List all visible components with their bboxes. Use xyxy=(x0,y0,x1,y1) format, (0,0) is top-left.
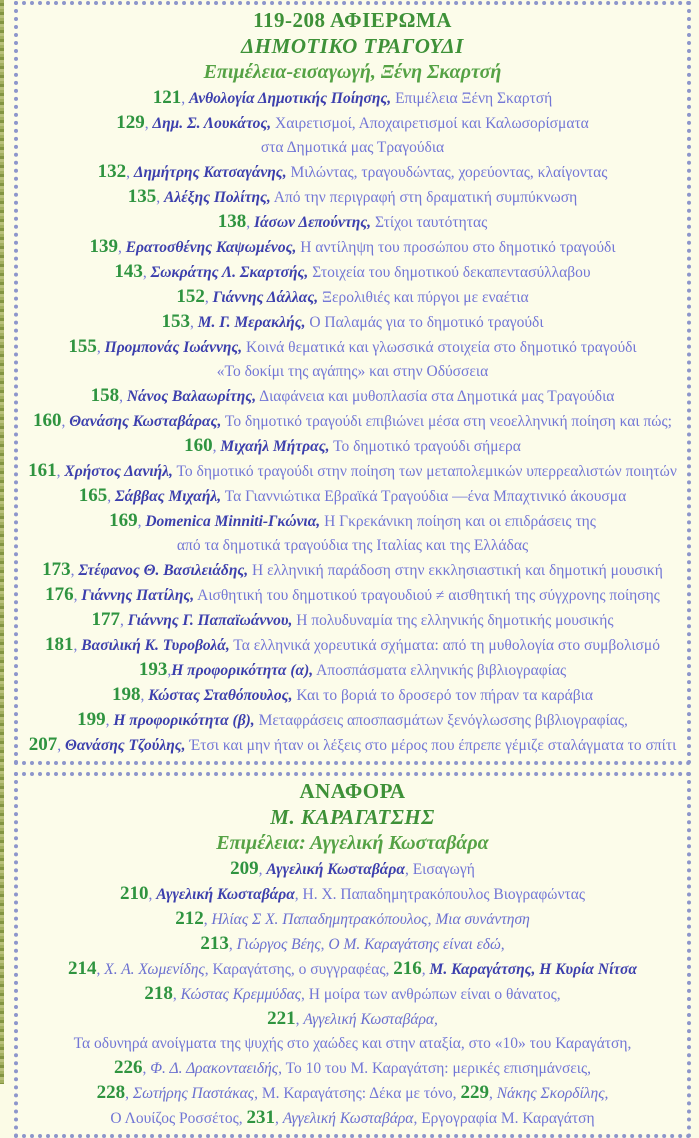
entry-text: , xyxy=(189,314,198,331)
page-number: 229 xyxy=(460,1082,489,1103)
entry-text: Αποσπάσματα ελληνικής βιβλιογραφίας xyxy=(313,662,567,679)
entry-name-italic: Χ. Α. Χωμενίδης xyxy=(104,961,205,978)
toc-entry xyxy=(22,360,683,384)
entry-text: Μιλώντας, τραγουδώντας, χορεύοντας, κλαίγοντας xyxy=(286,164,608,181)
entry-name-italic: Αγγελική Κωσταβάρα, xyxy=(303,1011,438,1028)
toc-entry xyxy=(22,1007,683,1032)
entry-text: , Μ. Καραγάτσης: Δέκα με τόνο, xyxy=(254,1085,461,1102)
toc-entry xyxy=(22,210,683,235)
entry-name-italic: Αγγελική Κωσταβάρα xyxy=(282,1110,414,1127)
toc-entry xyxy=(22,185,683,210)
page-number: 216 xyxy=(393,958,422,979)
entry-text: «Το δοκίμι της αγάπης» και στην Οδύσσεια xyxy=(216,363,489,380)
entry-name-bold: Μ. Γ. Μερακλής, xyxy=(197,314,306,331)
toc-entry xyxy=(22,882,683,907)
entry-name-bold: Γιάννης Γ. Παπαϊωάννου, xyxy=(127,612,293,629)
entry-name-italic: Φ. Δ. Δρακονταειδής xyxy=(150,1060,279,1077)
page-number: 214 xyxy=(68,958,97,979)
entry-text: Χαιρετισμοί, Αποχαιρετισμοί και Καλωσορίσματα xyxy=(271,115,589,132)
entry-text: , xyxy=(120,612,128,629)
entry-name-bold: Μιχαήλ Μήτρας, xyxy=(220,438,330,455)
entry-text: , xyxy=(142,1060,151,1077)
entry-text: , xyxy=(258,861,267,878)
entry-text: Από την περιγραφή στη δραματική συμπύκνωση xyxy=(270,189,578,206)
toc-entry xyxy=(22,608,683,633)
entry-name-italic: Γιώργος Βέης xyxy=(236,936,321,953)
toc-lines-0 xyxy=(22,86,683,758)
toc-entry xyxy=(22,285,683,310)
entry-name-bold: Χρήστος Δανιήλ, xyxy=(64,463,173,480)
entry-name-bold: Θανάσης Τζούλης, xyxy=(65,737,186,754)
page-number: 152 xyxy=(176,286,205,307)
toc-entry xyxy=(22,534,683,558)
entry-name-bold: Ερατοσθένης Καψωμένος, xyxy=(125,239,297,256)
section-anafora xyxy=(14,772,691,1138)
entry-name-bold: Η προφορικότητα (β), xyxy=(113,712,255,729)
toc-entry xyxy=(22,409,683,434)
entry-name-bold: Αγγελική Κωσταβάρα xyxy=(266,861,405,878)
entry-name-italic: Μια συνάντηση xyxy=(435,911,530,928)
entry-name-bold: Ιάσων Δεπούντης, xyxy=(254,214,372,231)
entry-text: , Η. Χ. Παπαδημητρακόπουλος Βιογραφώντας xyxy=(294,886,585,903)
toc-entry xyxy=(22,260,683,285)
page-number: 207 xyxy=(28,734,58,755)
section-title: Μ. ΚΑΡΑΓΑΤΣΗΣ xyxy=(270,805,435,829)
page-number: 158 xyxy=(90,385,120,406)
entry-text: Ο Παλαμάς για το δημοτικό τραγούδι xyxy=(305,314,544,331)
entry-text: , xyxy=(119,388,127,405)
toc-entry xyxy=(22,384,683,409)
page-number: 121 xyxy=(152,87,182,108)
entry-text: , xyxy=(73,637,82,654)
entry-name-bold: Δημήτρης Κατσαγάνης, xyxy=(133,164,287,181)
page-number: 193 xyxy=(138,659,168,680)
entry-text: , xyxy=(295,1011,304,1028)
entry-text: Κοινά θεματικά και γλωσσικά στοιχεία στο δημοτικό τραγούδι xyxy=(242,339,637,356)
entry-text: , xyxy=(61,413,70,430)
entry-text: , xyxy=(73,587,82,604)
toc-entry xyxy=(22,1106,683,1131)
toc-entry xyxy=(22,683,683,708)
entry-text: , xyxy=(105,712,114,729)
entry-text: Το δημοτικό τραγούδι σήμερα xyxy=(329,438,521,455)
entry-text: Στίχοι ταυτότητας xyxy=(371,214,488,231)
page-number: 138 xyxy=(217,211,247,232)
toc-entry xyxy=(22,509,683,534)
entry-text: , Καραγάτσης, ο συγγραφέας, xyxy=(204,961,394,978)
toc-entry xyxy=(22,1056,683,1081)
toc-entry xyxy=(22,335,683,360)
entry-text: Έτσι και μην ήταν οι λέξεις στο μέρος που έπρεπε γέμιζε σταλάγματα το σπίτι xyxy=(185,737,677,754)
entry-text: , xyxy=(56,463,65,480)
page-number: 139 xyxy=(89,236,118,257)
entry-name-bold: Βασιλική Κ. Τυροβολά, xyxy=(81,637,230,654)
entry-text: Το δημοτικό τραγούδι στην ποίηση των μεταπολεμικών υπερρεαλιστών ποιητών xyxy=(172,463,677,480)
entry-text: , xyxy=(274,1110,283,1127)
page-number: 135 xyxy=(127,186,157,207)
section-title: ΔΗΜΟΤΙΚΟ ΤΡΑΓΟΥΔΙ xyxy=(241,34,464,58)
page-number: 199 xyxy=(77,709,106,730)
page-number: 218 xyxy=(144,983,173,1004)
toc-entry xyxy=(22,982,683,1007)
toc-entry xyxy=(22,1081,683,1106)
page-number: 160 xyxy=(184,435,213,456)
entry-text: Η πολυδυναμία της ελληνικής δημοτικής μουσικής xyxy=(292,612,614,629)
entry-name-italic: Κώστας Κρεμμύδας xyxy=(180,986,301,1003)
entry-text: , xyxy=(204,289,213,306)
page-number: 161 xyxy=(28,460,57,481)
entry-text: , xyxy=(137,513,146,530)
entry-text: Η ελληνική παράδοση στην εκκλησιαστική και δημοτική μουσική xyxy=(248,562,663,579)
entry-name-bold: Στέφανος Θ. Βασιλειάδης, xyxy=(78,562,249,579)
entry-text: Ξερολιθιές και πύργοι με εναέτια xyxy=(318,289,529,306)
entry-text: , xyxy=(421,961,430,978)
page-number: 173 xyxy=(42,559,71,580)
page-number: 212 xyxy=(175,908,204,929)
toc-entry xyxy=(22,708,683,733)
page-number: 155 xyxy=(68,336,97,357)
page-number: 169 xyxy=(109,510,138,531)
entry-name-italic: Νάκης Σκορδίλης, xyxy=(496,1085,609,1102)
entry-name-bold: Γιάννης Δάλλας, xyxy=(212,289,319,306)
toc-entry xyxy=(22,459,683,484)
entry-text: , xyxy=(167,662,172,679)
page-number: 226 xyxy=(113,1057,143,1078)
entry-text: , xyxy=(142,264,151,281)
entry-name-bold: Η προφορικότητα (α), xyxy=(171,662,314,679)
page-number: 132 xyxy=(97,161,127,182)
toc-entry xyxy=(22,932,683,957)
section-editor: Επιμέλεια-εισαγωγή, Ξένη Σκαρτσή xyxy=(203,61,502,83)
entry-text: , xyxy=(228,936,237,953)
entry-name-bold: Σωκράτης Λ. Σκαρτσής, xyxy=(150,264,309,281)
entry-text: , xyxy=(488,1085,497,1102)
entry-text: , xyxy=(125,1085,133,1102)
page-number: 209 xyxy=(230,858,259,879)
entry-name-bold: Μ. Καραγάτσης, Η Κυρία Νίτσα xyxy=(429,961,637,978)
section-editor: Επιμέλεια: Αγγελική Κωσταβάρα xyxy=(216,832,489,854)
page-number: 221 xyxy=(267,1008,296,1029)
entry-text: , xyxy=(212,438,221,455)
page-number: 213 xyxy=(200,933,229,954)
page-number: 143 xyxy=(114,261,143,282)
entry-text: Τα οδυνηρά ανοίγματα της ψυχής στο χαώδες και στην αταξία, στο «10» του Καραγάτση, xyxy=(73,1035,632,1052)
toc-entry xyxy=(22,484,683,509)
page-number: 160 xyxy=(33,410,62,431)
entry-text: Η Γκρεκάνικη ποίηση και οι επιδράσεις της xyxy=(320,513,596,530)
entry-text: , Εργογραφία Μ. Καραγάτση xyxy=(413,1110,595,1127)
page-number: 181 xyxy=(45,634,74,655)
toc-entry xyxy=(22,310,683,335)
page-number: 210 xyxy=(120,883,149,904)
page-number: 153 xyxy=(161,311,190,332)
entry-text: Ο Λουίζος Ροσσέτος, xyxy=(110,1110,247,1127)
entry-name-bold: Γιάννης Πατίλης, xyxy=(81,587,195,604)
entry-name-bold: Domenica Minniti-Γκώνια, xyxy=(145,513,321,530)
entry-text: , Η μοίρα των ανθρώπων είναι ο θάνατος, xyxy=(301,986,561,1003)
entry-text: Διαφάνεια και μυθοπλασία στα Δημοτικά μας Τραγούδια xyxy=(256,388,615,405)
entry-text: Επιμέλεια Ξένη Σκαρτσή xyxy=(391,90,553,107)
toc-entry xyxy=(22,86,683,111)
page-number: 228 xyxy=(96,1082,126,1103)
toc-entry xyxy=(22,957,683,982)
entry-text: , xyxy=(148,886,157,903)
entry-name-bold: Σάββας Μιχαήλ, xyxy=(115,488,222,505)
section-afieroma xyxy=(14,1,691,765)
toc-entry xyxy=(22,658,683,683)
entry-text: , Το 10 του Μ. Καραγάτση: μερικές επισημάνσεις, xyxy=(278,1060,591,1077)
page-number: 231 xyxy=(246,1107,275,1128)
page-number: 177 xyxy=(91,609,121,630)
entry-text: , xyxy=(96,961,105,978)
entry-text: Τα Γιαννιώτικα Εβραϊκά Τραγούδια —ένα Μπαχτινικό άκουσμα xyxy=(221,488,627,505)
toc-entry xyxy=(22,633,683,658)
toc-entry xyxy=(22,583,683,608)
toc-entry xyxy=(22,733,683,758)
entry-text: Και το βοριά το δροσερό τον πήραν τα καράβια xyxy=(292,687,593,704)
entry-text: , xyxy=(203,911,212,928)
entry-name-bold: Κώστας Σταθόπουλος, xyxy=(148,687,293,704)
toc-lines-1 xyxy=(22,857,683,1131)
entry-text: , xyxy=(246,214,254,231)
entry-text: , xyxy=(320,936,329,953)
entry-text: , xyxy=(140,687,149,704)
toc-entry xyxy=(22,136,683,160)
page-number: 129 xyxy=(116,112,145,133)
entry-name-bold: Δημ. Σ. Λουκάτος, xyxy=(152,115,272,132)
entry-text: από τα δημοτικά τραγούδια της Ιταλίας και της Ελλάδας xyxy=(176,537,529,554)
entry-text: , xyxy=(427,911,436,928)
toc-entry xyxy=(22,857,683,882)
section-title-range: ΑΝΑΦΟΡΑ xyxy=(299,779,406,803)
entry-text: , xyxy=(181,90,189,107)
entry-name-bold: Ανθολογία Δημοτικής Ποίησης, xyxy=(189,90,392,107)
entry-text: Στοιχεία του δημοτικού δεκαπεντασύλλαβου xyxy=(308,264,591,281)
entry-text: Αισθητική του δημοτικού τραγουδιού ≠ αισθητική της σύγχρονης ποίησης xyxy=(194,587,660,604)
toc-entry xyxy=(22,160,683,185)
entry-text: , xyxy=(172,986,181,1003)
entry-text: στα Δημοτικά μας Τραγούδια xyxy=(260,139,445,156)
entry-text: Η αντίληψη του προσώπου στο δημοτικό τραγούδι xyxy=(296,239,616,256)
toc-entry xyxy=(22,434,683,459)
entry-text: , xyxy=(107,488,116,505)
section-title-range: 119-208 ΑΦΙΕΡΩΜΑ xyxy=(253,8,452,32)
toc-page xyxy=(14,1,691,1138)
entry-name-bold: Θανάσης Κωσταβάρας, xyxy=(69,413,222,430)
entry-text: Μεταφράσεις αποσπασμάτων ξενόγλωσσης βιβλιογραφίας, xyxy=(254,712,628,729)
toc-entry xyxy=(22,558,683,583)
entry-text: Το δημοτικό τραγούδι επιβιώνει μέσα στη νεοελληνική ποίηση και πώς; xyxy=(221,413,672,430)
entry-name-italic: Ο Μ. Καραγάτσης είναι εδώ, xyxy=(328,936,505,953)
entry-text: , xyxy=(126,164,134,181)
entry-name-bold: Αλέξης Πολίτης, xyxy=(164,189,271,206)
entry-text: Τα ελληνικά χορευτικά σχήματα: από τη μυθολογία στο συμβολισμό xyxy=(229,637,660,654)
entry-name-italic: Σωτήρης Παστάκας xyxy=(132,1085,255,1102)
entry-name-italic: Ηλίας Σ Χ. Παπαδημητρακόπουλος xyxy=(211,911,428,928)
entry-text: , xyxy=(70,562,79,579)
entry-text: , xyxy=(156,189,165,206)
toc-entry xyxy=(22,235,683,260)
entry-text: , xyxy=(117,239,126,256)
toc-entry xyxy=(22,111,683,136)
scan-edge-strip xyxy=(0,0,4,1084)
entry-text: , Εισαγωγή xyxy=(404,861,475,878)
toc-entry xyxy=(22,1032,683,1056)
entry-text: , xyxy=(57,737,65,754)
entry-name-bold: Προμπονάς Ιωάννης, xyxy=(104,339,243,356)
entry-name-bold: Αγγελική Κωσταβάρα xyxy=(156,886,295,903)
page-number: 176 xyxy=(45,584,74,605)
entry-text: , xyxy=(144,115,153,132)
entry-text: , xyxy=(96,339,105,356)
toc-entry xyxy=(22,907,683,932)
page-number: 198 xyxy=(112,684,141,705)
page-number: 165 xyxy=(78,485,108,506)
entry-name-bold: Νάνος Βαλαωρίτης, xyxy=(126,388,257,405)
